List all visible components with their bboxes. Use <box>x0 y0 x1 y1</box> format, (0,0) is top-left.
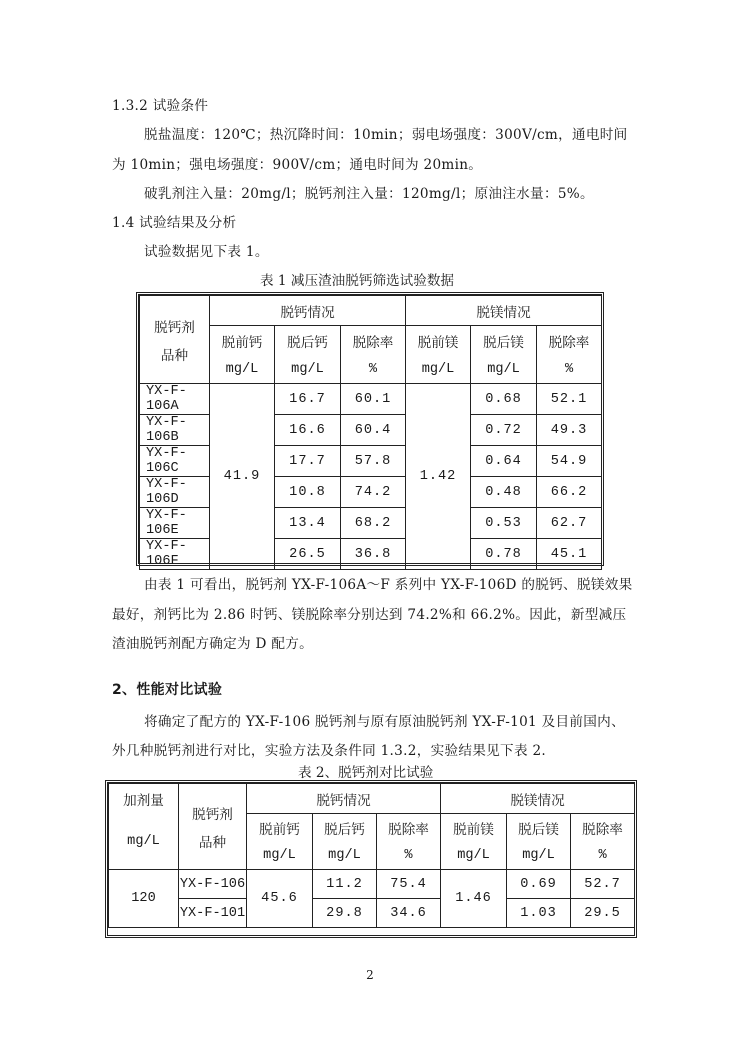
t2-unit: mg/L <box>507 842 571 870</box>
t2-agent-name: YX-F-106 <box>179 870 247 899</box>
t2-unit: mg/L <box>247 842 313 870</box>
t2-header-mg: 脱镁情况 <box>441 784 635 814</box>
t2-unit: mg/L <box>441 842 507 870</box>
table-row <box>109 870 635 899</box>
table-row <box>140 446 602 477</box>
t2-header-mg-after: 脱后镁 <box>507 814 571 842</box>
section-heading-1-4: 1.4 试验结果及分析 <box>112 215 237 231</box>
t1-ca-rate: 68.2 <box>341 508 406 539</box>
t1-agent-name: YX-F-106E <box>140 508 210 539</box>
t2-header-agent-line2: 品种 <box>198 834 227 851</box>
table1-caption: 表 1 减压渣油脱钙筛选试验数据 <box>260 273 455 289</box>
t2-unit: mg/L <box>313 842 377 870</box>
t1-header-ca-before: 脱前钙 <box>210 326 275 356</box>
t1-agent-name: YX-F-106D <box>140 477 210 508</box>
t2-ca-rate: 75.4 <box>377 870 441 899</box>
page-number: 2 <box>366 968 374 982</box>
t2-unit: % <box>571 842 635 870</box>
t2-header-mg-rate: 脱除率 <box>571 814 635 842</box>
conditions-line-3: 破乳剂注入量：20mg/l；脱钙剂注入量：120mg/l；原油注水量：5%。 <box>144 186 594 202</box>
t1-ca-rate: 57.8 <box>341 446 406 477</box>
t1-ca-after: 26.5 <box>275 539 341 570</box>
t1-header-mg-after: 脱后镁 <box>471 326 537 356</box>
t1-mg-after: 0.78 <box>471 539 537 570</box>
t1-unit: mg/L <box>471 356 537 384</box>
t1-header-agent-line1: 脱钙剂 <box>154 319 195 336</box>
t2-header-ca-before: 脱前钙 <box>247 814 313 842</box>
t2-ca-before-value: 45.6 <box>247 870 313 928</box>
t1-mg-before-value: 1.42 <box>406 384 471 570</box>
t1-header-mg-rate: 脱除率 <box>537 326 602 356</box>
t1-ca-rate: 74.2 <box>341 477 406 508</box>
analysis-line-3: 渣油脱钙剂配方确定为 D 配方。 <box>112 636 314 652</box>
t2-mg-after: 0.69 <box>507 870 571 899</box>
t1-ca-after: 10.8 <box>275 477 341 508</box>
table-row <box>140 477 602 508</box>
t1-mg-rate: 49.3 <box>537 415 602 446</box>
compare-line-1: 将确定了配方的 YX-F-106 脱钙剂与原有原油脱钙剂 YX-F-101 及目前国内、 <box>144 714 625 730</box>
t1-mg-rate: 54.9 <box>537 446 602 477</box>
t1-mg-rate: 45.1 <box>537 539 602 570</box>
t2-mg-after: 1.03 <box>507 899 571 928</box>
t1-mg-after: 0.68 <box>471 384 537 415</box>
table2 <box>108 783 635 928</box>
t2-header-ca-after: 脱后钙 <box>313 814 377 842</box>
t1-mg-rate: 66.2 <box>537 477 602 508</box>
t1-unit: % <box>537 356 602 384</box>
t1-ca-rate: 60.4 <box>341 415 406 446</box>
t2-ca-after: 11.2 <box>313 870 377 899</box>
t1-header-mg: 脱镁情况 <box>406 296 602 326</box>
compare-line-2: 外几种脱钙剂进行对比，实验方法及条件同 1.3.2，实验结果见下表 2. <box>112 743 547 759</box>
t2-header-agent <box>179 784 247 870</box>
t1-ca-rate: 36.8 <box>341 539 406 570</box>
t1-unit: mg/L <box>275 356 341 384</box>
t1-mg-after: 0.72 <box>471 415 537 446</box>
conditions-line-2: 为 10min；强电场强度：900V/cm；通电时间为 20min。 <box>112 157 483 173</box>
t2-header-dose-unit: mg/L <box>109 814 179 870</box>
t1-mg-after: 0.64 <box>471 446 537 477</box>
t1-ca-after: 16.7 <box>275 384 341 415</box>
t1-unit: % <box>341 356 406 384</box>
table-row <box>140 539 602 570</box>
t1-mg-after: 0.53 <box>471 508 537 539</box>
analysis-line-2: 最好，剂钙比为 2.86 时钙、镁脱除率分别达到 74.2%和 66.2%。因此，新型减压 <box>112 607 627 623</box>
table1 <box>139 295 602 570</box>
t2-unit: % <box>377 842 441 870</box>
table-row <box>140 508 602 539</box>
t1-ca-before-value: 41.9 <box>210 384 275 570</box>
t1-header-ca-after: 脱后钙 <box>275 326 341 356</box>
t1-unit: mg/L <box>406 356 471 384</box>
t1-ca-rate: 60.1 <box>341 384 406 415</box>
t2-mg-rate: 52.7 <box>571 870 635 899</box>
t1-ca-after: 17.7 <box>275 446 341 477</box>
table1-intro: 试验数据见下表 1。 <box>144 244 269 260</box>
t2-header-ca-rate: 脱除率 <box>377 814 441 842</box>
t1-mg-rate: 52.1 <box>537 384 602 415</box>
t2-ca-after: 29.8 <box>313 899 377 928</box>
section-heading-1-3-2: 1.3.2 试验条件 <box>112 98 209 114</box>
t1-unit: mg/L <box>210 356 275 384</box>
t1-ca-after: 16.6 <box>275 415 341 446</box>
t2-header-mg-before: 脱前镁 <box>441 814 507 842</box>
t1-header-ca: 脱钙情况 <box>210 296 406 326</box>
t2-agent-name: YX-F-101 <box>179 899 247 928</box>
table-row <box>109 899 635 928</box>
t1-agent-name: YX-F-106C <box>140 446 210 477</box>
t2-header-agent-line1: 脱钙剂 <box>192 806 233 823</box>
t1-ca-after: 13.4 <box>275 508 341 539</box>
table-row <box>140 415 602 446</box>
t1-header-agent-line2: 品种 <box>160 347 189 364</box>
analysis-line-1: 由表 1 可看出，脱钙剂 YX-F-106A～F 系列中 YX-F-106D 的脱钙、脱镁效果 <box>144 577 633 593</box>
t1-header-mg-before: 脱前镁 <box>406 326 471 356</box>
conditions-line-1: 脱盐温度：120℃；热沉降时间：10min；弱电场强度：300V/cm，通电时间 <box>144 127 628 143</box>
t2-header-ca: 脱钙情况 <box>247 784 441 814</box>
table-row <box>140 384 602 415</box>
t1-agent-name: YX-F-106A <box>140 384 210 415</box>
t1-header-agent <box>140 296 210 384</box>
t1-header-ca-rate: 脱除率 <box>341 326 406 356</box>
t2-ca-rate: 34.6 <box>377 899 441 928</box>
t2-mg-rate: 29.5 <box>571 899 635 928</box>
table2-caption: 表 2、脱钙剂对比试验 <box>298 765 434 781</box>
t1-agent-name: YX-F-106B <box>140 415 210 446</box>
t2-header-dose: 加剂量 <box>109 784 179 814</box>
t2-dose-value: 120 <box>109 870 179 928</box>
t1-mg-rate: 62.7 <box>537 508 602 539</box>
t2-mg-before-value: 1.46 <box>441 870 507 928</box>
t1-mg-after: 0.48 <box>471 477 537 508</box>
t1-agent-name: YX-F-106F <box>140 539 210 570</box>
section-heading-2: 2、性能对比试验 <box>112 682 223 698</box>
